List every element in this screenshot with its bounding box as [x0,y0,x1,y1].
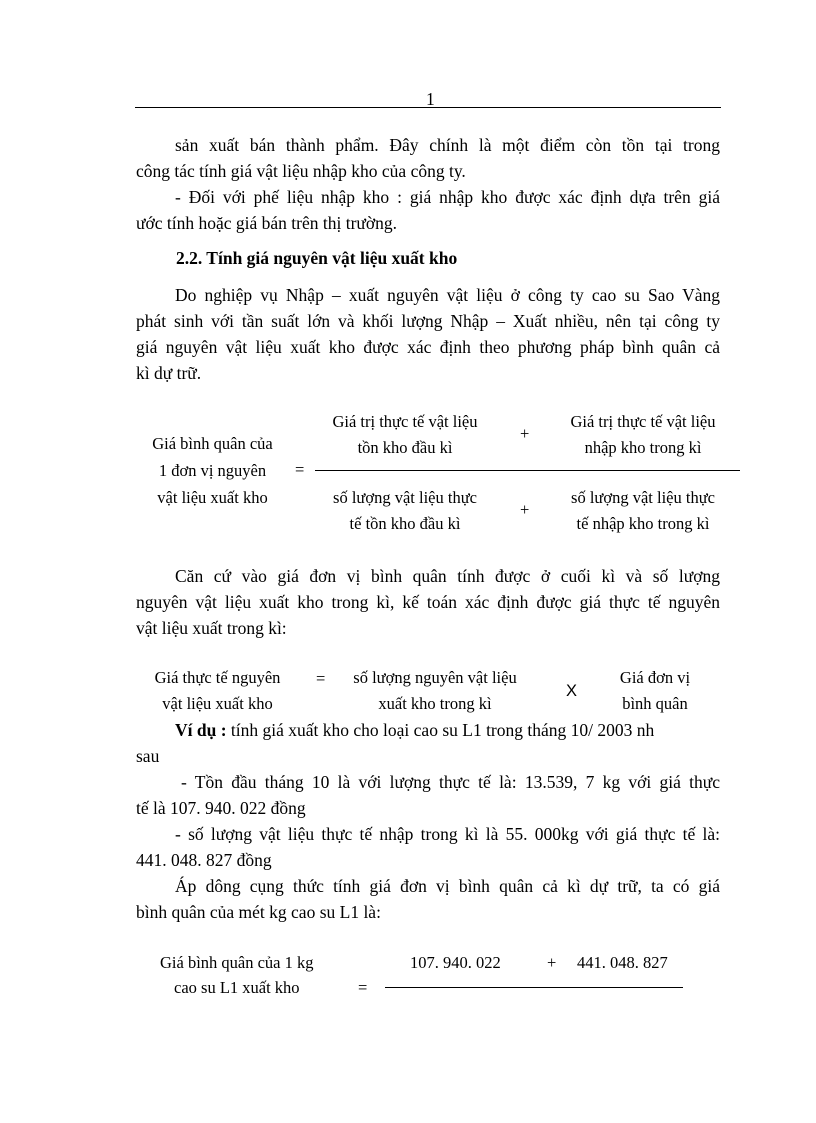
paragraph-line: sản xuất bán thành phẩm. Đây chính là một điểm còn tồn tại trong [175,135,720,155]
example-line [175,717,654,743]
formula3-plus: + [547,953,557,972]
paragraph-line: phát sinh với tần suất lớn và khối lượng Nhập – Xuất nhiều, nên tại công ty [136,311,720,331]
formula1-text: Giá trị thực tế vật liệu [570,412,716,431]
formula1-lhs [135,432,290,510]
example-label: Ví dụ : [175,720,227,740]
paragraph-line: tế là 107. 940. 022 đồng [136,798,306,818]
formula1-fraction-bar [315,470,740,471]
formula2-lhs [135,666,300,716]
formula3-lhs-line: Giá bình quân của 1 kg [160,953,314,972]
paragraph-line: Căn cứ vào giá đơn vị bình quân tính được ở cuối kì và số lượng [175,566,720,586]
bullet-line: - số lượng vật liệu thực tế nhập trong kì là 55. 000kg với giá thực tế là: [175,824,720,844]
formula3-lhs-line: cao su L1 xuất kho [174,978,300,997]
paragraph-line: sau [136,746,160,766]
formula2-text: bình quân [622,694,688,713]
formula2-text: xuất kho trong kì [378,694,492,713]
paragraph-line: - Đối với phế liệu nhập kho : giá nhập kho được xác định dựa trên giá [175,187,720,207]
formula1-denominator-a [315,486,495,536]
formula2-equals: = [316,669,326,688]
section-heading: 2.2. Tính giá nguyên vật liệu xuất kho [176,248,458,268]
formula1-numerator-a [315,410,495,460]
formula1-text: Giá trị thực tế vật liệu [332,412,478,431]
paragraph-line: 441. 048. 827 đồng [136,850,272,870]
formula1-text: số lượng vật liệu thực [571,488,715,507]
formula3-numerator-b: 441. 048. 827 [577,953,668,972]
formula2-text: Giá đơn vị [619,668,691,687]
formula3-numerator-a: 107. 940. 022 [410,953,501,972]
formula2-times: X [566,682,578,700]
formula2-text: Giá thực tế nguyên [154,668,281,687]
formula1-lhs-line: Giá bình quân của [152,434,273,453]
paragraph-line: Do nghiệp vụ Nhập – xuất nguyên vật liệu ở công ty cao su Sao Vàng [175,285,720,305]
formula1-plus-top: + [520,424,530,443]
formula1-numerator-b [553,410,733,460]
paragraph-line: công tác tính giá vật liệu nhập kho của công ty. [136,161,466,181]
formula1-text: tế tồn kho đầu kì [349,514,461,533]
formula2-rhs [600,666,710,716]
paragraph-line: bình quân của mét kg cao su L1 là: [136,902,381,922]
formula1-text: số lượng vật liệu thực [333,488,477,507]
header-rule [135,107,721,108]
formula3-equals: = [358,978,368,997]
paragraph-line: giá nguyên vật liệu xuất kho được xác định theo phương pháp bình quân cả [136,337,720,357]
formula1-lhs-line: vật liệu xuất kho [157,488,268,507]
formula1-text: tế nhập kho trong kì [576,514,710,533]
formula3-fraction-bar [385,987,683,988]
formula2-middle [345,666,525,716]
paragraph-line: nguyên vật liệu xuất kho trong kì, kế toán xác định được giá thực tế nguyên [136,592,720,612]
paragraph-line: Áp dông cụng thức tính giá đơn vị bình quân cả kì dự trữ, ta có giá [175,876,720,896]
formula1-equals: = [295,460,305,479]
formula1-text: tồn kho đầu kì [357,438,453,457]
page-number: 1 [426,89,435,109]
formula1-lhs-line: 1 đơn vị nguyên [158,461,267,480]
formula1-denominator-b [553,486,733,536]
example-text: tính giá xuất kho cho loại cao su L1 trong tháng 10/ 2003 nh [226,720,655,740]
paragraph-line: vật liệu xuất trong kì: [136,618,287,638]
paragraph-line: kì dự trữ. [136,363,202,383]
bullet-line: - Tồn đầu tháng 10 là với lượng thực tế là: 13.539, 7 kg với giá thực [181,772,720,792]
formula2-text: vật liệu xuất kho [162,694,273,713]
formula2-text: số lượng nguyên vật liệu [353,668,517,687]
formula1-text: nhập kho trong kì [584,438,702,457]
formula1-plus-bottom: + [520,500,530,519]
paragraph-line: ước tính hoặc giá bán trên thị trường. [136,213,398,233]
